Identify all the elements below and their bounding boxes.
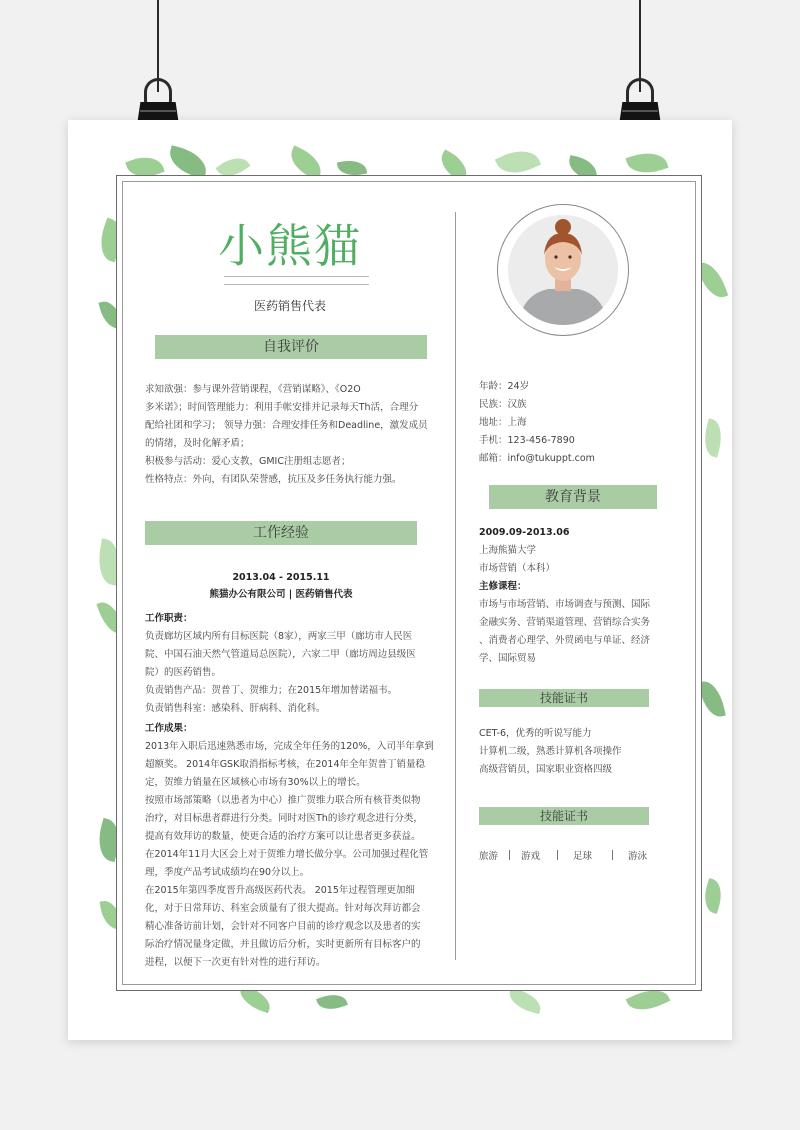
duty-line: 负责销售科室：感染科、肝病科、消化科。 [145, 703, 326, 714]
self-eval-line: 的情绪，及时化解矛盾； [145, 438, 250, 449]
work-company: 熊猫办公有限公司 | 医药销售代表 [209, 589, 353, 600]
personal-info [479, 378, 595, 468]
result-line: 化，对于日常拜访、科室会质量有了很大提高。针对每次拜访都会 [145, 903, 421, 914]
avatar-photo [508, 215, 618, 325]
education-period: 2009.09-2013.06 [479, 527, 570, 538]
skill-line: 计算机二级，熟悉计算机各项操作 [479, 746, 622, 757]
education-school: 上海熊猫大学 [479, 545, 537, 556]
result-line: 际治疗情况量身定做，并且做访后分析，实时更新所有目标客户的 [145, 939, 421, 950]
result-line: 精心准备访前计划，会针对不同客户目前的诊疗观念以及患者的实 [145, 921, 421, 932]
self-eval-heading: 自我评价 [155, 335, 427, 359]
result-line: 2013年入职后迅速熟悉市场，完成全年任务的120%，入司半年拿到 [145, 741, 434, 752]
duty-title: 工作职责： [145, 613, 193, 624]
result-line: 按照市场部策略（以患者为中心）推广贺维力联合所有核苷类似物 [145, 795, 421, 806]
education-info [479, 524, 650, 668]
skill-line: CET-6，优秀的听说写能力 [479, 728, 592, 739]
skills-list [479, 725, 622, 779]
avatar [497, 204, 629, 336]
info-address: 地址：上海 [479, 417, 527, 428]
self-eval-line: 多米诺》；时间管理能力：利用手帐安排并记录每天Th活，合理分 [145, 402, 419, 413]
self-eval-text [145, 381, 428, 489]
course-line: 学、国际贸易 [479, 653, 537, 664]
hobby-football: 足球 [573, 851, 593, 862]
result-line: 进程，以便下一次更有针对性的进行拜访。 [145, 957, 326, 968]
info-phone: 手机：123-456-7890 [479, 435, 575, 446]
content-frame [116, 175, 702, 991]
work-heading: 工作经验 [145, 521, 417, 545]
self-eval-line: 求知欲强：参与课外营销课程，《营销谋略》、《O2O [145, 384, 361, 395]
duty-line: 院、中国石油天然气管道局总医院），六家二甲（廊坊周边县级医 [145, 649, 416, 660]
hobby-games: 游戏 [521, 851, 541, 862]
result-line: 超额奖。 2014年GSK取消指标考核，在2014年全年贺普丁销量稳 [145, 759, 425, 770]
result-line: 提高有效拜访的数量，使更合适的治疗方案可以让患者更多获益。 [145, 831, 421, 842]
hobby-separator [612, 850, 613, 860]
course-line: 金融实务、营销渠道管理、营销综合实务 [479, 617, 651, 628]
duty-line: 负责销售产品：贺普丁、贺维力；在2015年增加替诺福韦。 [145, 685, 398, 696]
hobbies-heading: 技能证书 [479, 807, 649, 825]
hobby-travel: 旅游 [479, 851, 499, 862]
candidate-name: 小熊猫 [218, 219, 362, 273]
hobby-separator [509, 850, 510, 860]
hobby-separator [557, 850, 558, 860]
job-title: 医药销售代表 [253, 299, 326, 313]
info-email: 邮箱：info@tukuppt.com [479, 453, 595, 464]
self-eval-line: 配给社团和学习； 领导力强：合理安排任务和Deadline，激发成员 [145, 420, 428, 431]
education-major: 市场营销（本科） [479, 563, 556, 574]
hobby-swimming: 游泳 [628, 851, 648, 862]
self-eval-line: 性格特点：外向，有团队荣誉感，抗压及多任务执行能力强。 [145, 474, 402, 485]
course-title: 主修课程： [479, 581, 527, 592]
info-age: 年龄：24岁 [479, 381, 530, 392]
result-line: 在2014年11月大区会上对于贺维力增长做分享。公司加强过程化管 [145, 849, 429, 860]
name-divider-bottom [224, 284, 369, 285]
result-title: 工作成果： [145, 723, 193, 734]
skills-heading: 技能证书 [479, 689, 649, 707]
work-period: 2013.04 - 2015.11 [232, 572, 330, 583]
result-line: 治疗，对目标患者群进行分类。同时对医Th的诊疗观念进行分类， [145, 813, 423, 824]
info-ethnicity: 民族：汉族 [479, 399, 527, 410]
name-divider-top [224, 276, 369, 277]
duty-line: 负责廊坊区域内所有目标医院（8家），两家三甲（廊坊市人民医 [145, 631, 413, 642]
result-line: 在2015年第四季度晋升高级医药代表。 2015年过程管理更加细 [145, 885, 415, 896]
course-line: 、消费者心理学、外贸函电与单证、经济 [479, 635, 651, 646]
resume-paper [68, 120, 732, 1040]
result-line: 定，贺维力销量在区域核心市场有30%以上的增长。 [145, 777, 366, 788]
course-line: 市场与市场营销、市场调查与预测、国际 [479, 599, 651, 610]
duty-line: 院）的医药销售。 [145, 667, 222, 678]
skill-line: 高级营销员，国家职业资格四级 [479, 764, 613, 775]
education-heading: 教育背景 [489, 485, 657, 509]
result-line: 理，季度产品考试成绩均在90分以上。 [145, 867, 310, 878]
work-results [145, 720, 434, 972]
column-divider [455, 212, 456, 960]
self-eval-line: 积极参与活动：爱心支教，GMIC注册组志愿者； [145, 456, 351, 467]
work-duties [145, 610, 416, 718]
